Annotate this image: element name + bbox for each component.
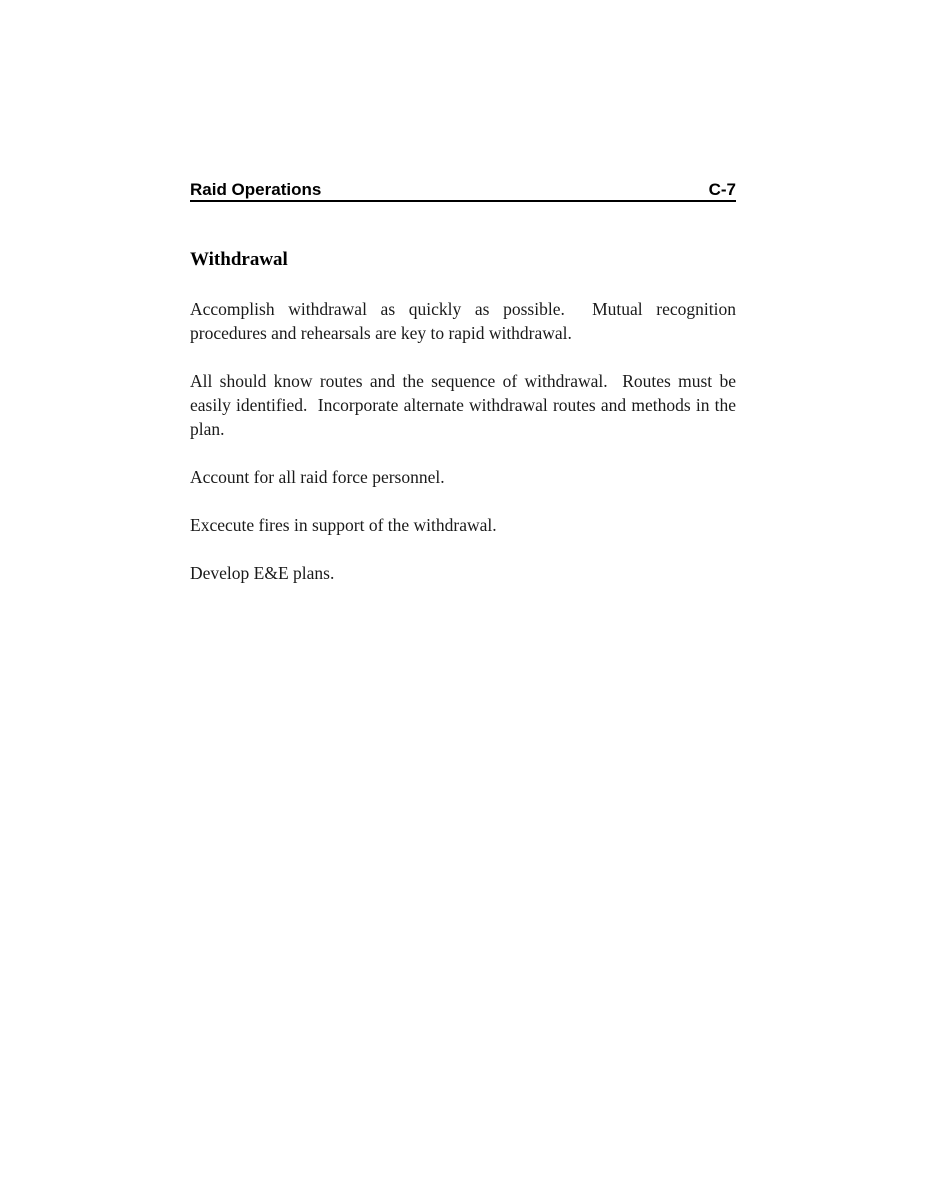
paragraph: Accomplish withdrawal as quickly as possible. Mutual recognition procedures and rehearsals are key to rapid withdrawal. bbox=[190, 299, 741, 343]
section-heading: Withdrawal bbox=[190, 249, 288, 270]
paragraph: Develop E&E plans. bbox=[190, 563, 335, 583]
running-header bbox=[190, 180, 736, 202]
page-content bbox=[190, 180, 741, 585]
paragraph: Excecute fires in support of the withdrawal. bbox=[190, 515, 497, 535]
paragraph: Account for all raid force personnel. bbox=[190, 467, 445, 487]
header-title: Raid Operations bbox=[190, 180, 322, 199]
paragraph: All should know routes and the sequence of withdrawal. Routes must be easily identified. Incorporate alternate withdrawal routes and methods in the plan. bbox=[190, 371, 741, 439]
header-page-number: C-7 bbox=[708, 180, 736, 199]
